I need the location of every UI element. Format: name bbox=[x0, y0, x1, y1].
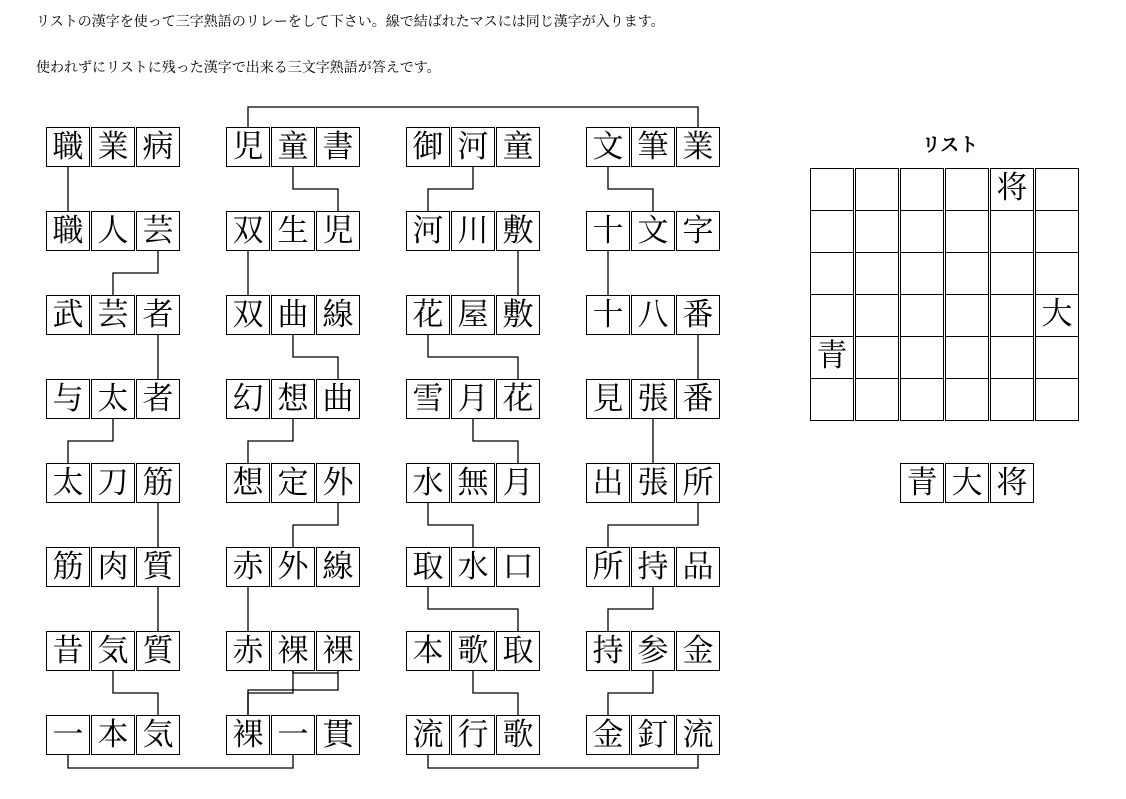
word-cell[interactable]: 赤 bbox=[226, 547, 270, 587]
list-cell[interactable] bbox=[1035, 210, 1079, 253]
word-cell[interactable]: 十 bbox=[586, 211, 630, 251]
list-cell[interactable] bbox=[990, 252, 1034, 295]
word-cell[interactable]: 貫 bbox=[316, 715, 360, 755]
list-cell[interactable]: 大 bbox=[1035, 294, 1079, 337]
word-cell[interactable]: 釘 bbox=[631, 715, 675, 755]
word-cell[interactable]: 曲 bbox=[271, 295, 315, 335]
word-cell[interactable]: 幻 bbox=[226, 379, 270, 419]
connector-line bbox=[293, 503, 338, 547]
word-cell[interactable]: 張 bbox=[631, 379, 675, 419]
word-cell[interactable]: 所 bbox=[676, 463, 720, 503]
list-cell[interactable]: 将 bbox=[990, 168, 1034, 211]
list-cell[interactable] bbox=[810, 168, 854, 211]
word-cell[interactable]: 持 bbox=[631, 547, 675, 587]
word-cell[interactable]: 敷 bbox=[496, 211, 540, 251]
word-cell[interactable]: 外 bbox=[316, 463, 360, 503]
word-cell[interactable]: 参 bbox=[631, 631, 675, 671]
word-cell[interactable]: 八 bbox=[631, 295, 675, 335]
connector-line bbox=[293, 167, 338, 211]
word-cell[interactable]: 気 bbox=[91, 631, 135, 671]
list-cell[interactable] bbox=[1035, 168, 1079, 211]
word-cell[interactable]: 肉 bbox=[91, 547, 135, 587]
word-cell[interactable]: 持 bbox=[586, 631, 630, 671]
connector-line bbox=[608, 671, 653, 715]
connector-line bbox=[608, 587, 653, 631]
word-cell[interactable]: 河 bbox=[406, 211, 450, 251]
word-cell[interactable]: 無 bbox=[451, 463, 495, 503]
word-cell[interactable]: 質 bbox=[136, 631, 180, 671]
word-cell[interactable]: 張 bbox=[631, 463, 675, 503]
word-cell[interactable]: 流 bbox=[406, 715, 450, 755]
word-cell[interactable]: 水 bbox=[406, 463, 450, 503]
word-cell[interactable]: 行 bbox=[451, 715, 495, 755]
list-cell[interactable] bbox=[1035, 378, 1079, 421]
word-cell[interactable]: 太 bbox=[46, 463, 90, 503]
word-cell[interactable]: 文 bbox=[586, 127, 630, 167]
connector-line bbox=[113, 671, 158, 715]
connector-line bbox=[473, 671, 518, 715]
word-cell[interactable]: 字 bbox=[676, 211, 720, 251]
word-cell[interactable]: 刀 bbox=[91, 463, 135, 503]
word-cell[interactable]: 童 bbox=[271, 127, 315, 167]
word-cell[interactable]: 金 bbox=[586, 715, 630, 755]
word-cell[interactable]: 敷 bbox=[496, 295, 540, 335]
list-cell[interactable] bbox=[810, 252, 854, 295]
word-cell[interactable]: 花 bbox=[406, 295, 450, 335]
word-cell[interactable]: 十 bbox=[586, 295, 630, 335]
word-cell[interactable]: 花 bbox=[496, 379, 540, 419]
list-cell[interactable]: 青 bbox=[810, 336, 854, 379]
list-title: リスト bbox=[921, 134, 979, 156]
word-cell[interactable]: 歌 bbox=[451, 631, 495, 671]
connector-line bbox=[248, 671, 293, 715]
word-cell[interactable]: 河 bbox=[451, 127, 495, 167]
instruction-line-2: 使われずにリストに残った漢字で出来る三文字熟語が答えです。 bbox=[36, 60, 441, 76]
word-cell[interactable]: 職 bbox=[46, 127, 90, 167]
list-cell[interactable] bbox=[945, 336, 989, 379]
word-cell[interactable]: 筋 bbox=[46, 547, 90, 587]
list-cell[interactable] bbox=[855, 378, 899, 421]
list-cell[interactable] bbox=[1035, 336, 1079, 379]
connector-line bbox=[68, 755, 293, 768]
word-cell[interactable]: 外 bbox=[271, 547, 315, 587]
list-cell[interactable] bbox=[900, 168, 944, 211]
connector-line bbox=[248, 107, 698, 127]
list-cell[interactable] bbox=[945, 168, 989, 211]
connector-line bbox=[293, 335, 338, 379]
list-cell[interactable] bbox=[855, 294, 899, 337]
connector-line bbox=[113, 251, 158, 295]
word-cell[interactable]: 歌 bbox=[496, 715, 540, 755]
connector-line bbox=[428, 755, 698, 768]
word-cell[interactable]: 所 bbox=[586, 547, 630, 587]
word-cell[interactable]: 金 bbox=[676, 631, 720, 671]
word-cell[interactable]: 月 bbox=[496, 463, 540, 503]
word-cell[interactable]: 裸 bbox=[226, 715, 270, 755]
connector-line bbox=[293, 671, 338, 673]
list-cell[interactable] bbox=[855, 168, 899, 211]
list-cell[interactable] bbox=[855, 210, 899, 253]
word-cell[interactable]: 定 bbox=[271, 463, 315, 503]
word-cell[interactable]: 者 bbox=[136, 379, 180, 419]
word-cell[interactable]: 童 bbox=[496, 127, 540, 167]
word-cell[interactable]: 生 bbox=[271, 211, 315, 251]
word-cell[interactable]: 雪 bbox=[406, 379, 450, 419]
list-cell[interactable] bbox=[855, 252, 899, 295]
word-cell[interactable]: 取 bbox=[406, 547, 450, 587]
word-cell[interactable]: 業 bbox=[676, 127, 720, 167]
word-cell[interactable]: 病 bbox=[136, 127, 180, 167]
list-cell[interactable] bbox=[900, 378, 944, 421]
connector-line bbox=[428, 335, 518, 379]
connector-line bbox=[428, 587, 518, 631]
word-cell[interactable]: 職 bbox=[46, 211, 90, 251]
word-cell[interactable]: 流 bbox=[676, 715, 720, 755]
list-cell[interactable] bbox=[810, 210, 854, 253]
list-cell[interactable] bbox=[855, 336, 899, 379]
word-cell[interactable]: 芸 bbox=[91, 295, 135, 335]
word-cell[interactable]: 見 bbox=[586, 379, 630, 419]
word-cell[interactable]: 一 bbox=[271, 715, 315, 755]
connector-line bbox=[248, 419, 293, 463]
list-cell[interactable] bbox=[945, 210, 989, 253]
connector-line bbox=[608, 503, 698, 547]
word-cell[interactable]: 筋 bbox=[136, 463, 180, 503]
list-cell[interactable] bbox=[945, 252, 989, 295]
word-cell[interactable]: 人 bbox=[91, 211, 135, 251]
word-cell[interactable]: 気 bbox=[136, 715, 180, 755]
word-cell[interactable]: 武 bbox=[46, 295, 90, 335]
list-cell[interactable] bbox=[900, 294, 944, 337]
list-cell[interactable] bbox=[900, 252, 944, 295]
word-cell[interactable]: 線 bbox=[316, 547, 360, 587]
instruction-line-1: リストの漢字を使って三字熟語のリレーをして下さい。線で結ばれたマスには同じ漢字が入ります。 bbox=[36, 14, 665, 30]
answer-cell[interactable]: 青 bbox=[900, 463, 944, 503]
word-cell[interactable]: 川 bbox=[451, 211, 495, 251]
word-cell[interactable]: 双 bbox=[226, 295, 270, 335]
word-cell[interactable]: 児 bbox=[226, 127, 270, 167]
word-cell[interactable]: 御 bbox=[406, 127, 450, 167]
word-cell[interactable]: 裸 bbox=[316, 631, 360, 671]
word-cell[interactable]: 裸 bbox=[271, 631, 315, 671]
word-cell[interactable]: 水 bbox=[451, 547, 495, 587]
word-cell[interactable]: 文 bbox=[631, 211, 675, 251]
word-cell[interactable]: 双 bbox=[226, 211, 270, 251]
word-cell[interactable]: 本 bbox=[406, 631, 450, 671]
word-cell[interactable]: 質 bbox=[136, 547, 180, 587]
connector-line bbox=[608, 167, 653, 211]
word-cell[interactable]: 番 bbox=[676, 379, 720, 419]
word-cell[interactable]: 与 bbox=[46, 379, 90, 419]
word-cell[interactable]: 出 bbox=[586, 463, 630, 503]
word-cell[interactable]: 芸 bbox=[136, 211, 180, 251]
connector-line bbox=[428, 503, 473, 547]
word-cell[interactable]: 赤 bbox=[226, 631, 270, 671]
list-cell[interactable] bbox=[945, 378, 989, 421]
list-cell[interactable] bbox=[810, 294, 854, 337]
list-cell[interactable] bbox=[990, 378, 1034, 421]
word-cell[interactable]: 者 bbox=[136, 295, 180, 335]
word-cell[interactable]: 太 bbox=[91, 379, 135, 419]
answer-cell[interactable]: 将 bbox=[990, 463, 1034, 503]
word-cell[interactable]: 業 bbox=[91, 127, 135, 167]
word-cell[interactable]: 筆 bbox=[631, 127, 675, 167]
word-cell[interactable]: 一 bbox=[46, 715, 90, 755]
word-cell[interactable]: 書 bbox=[316, 127, 360, 167]
word-cell[interactable]: 口 bbox=[496, 547, 540, 587]
list-cell[interactable] bbox=[990, 336, 1034, 379]
word-cell[interactable]: 取 bbox=[496, 631, 540, 671]
list-cell[interactable] bbox=[1035, 252, 1079, 295]
list-cell[interactable] bbox=[900, 210, 944, 253]
word-cell[interactable]: 昔 bbox=[46, 631, 90, 671]
list-cell[interactable] bbox=[990, 294, 1034, 337]
connector-line bbox=[68, 419, 113, 463]
list-cell[interactable] bbox=[900, 336, 944, 379]
word-cell[interactable]: 月 bbox=[451, 379, 495, 419]
word-cell[interactable]: 本 bbox=[91, 715, 135, 755]
list-cell[interactable] bbox=[810, 378, 854, 421]
connector-line bbox=[473, 419, 518, 463]
answer-cell[interactable]: 大 bbox=[945, 463, 989, 503]
connector-line bbox=[428, 167, 473, 211]
word-cell[interactable]: 線 bbox=[316, 295, 360, 335]
word-cell[interactable]: 曲 bbox=[316, 379, 360, 419]
word-cell[interactable]: 児 bbox=[316, 211, 360, 251]
word-cell[interactable]: 番 bbox=[676, 295, 720, 335]
word-cell[interactable]: 想 bbox=[226, 463, 270, 503]
list-cell[interactable] bbox=[945, 294, 989, 337]
list-cell[interactable] bbox=[990, 210, 1034, 253]
word-cell[interactable]: 屋 bbox=[451, 295, 495, 335]
word-cell[interactable]: 品 bbox=[676, 547, 720, 587]
word-cell[interactable]: 想 bbox=[271, 379, 315, 419]
